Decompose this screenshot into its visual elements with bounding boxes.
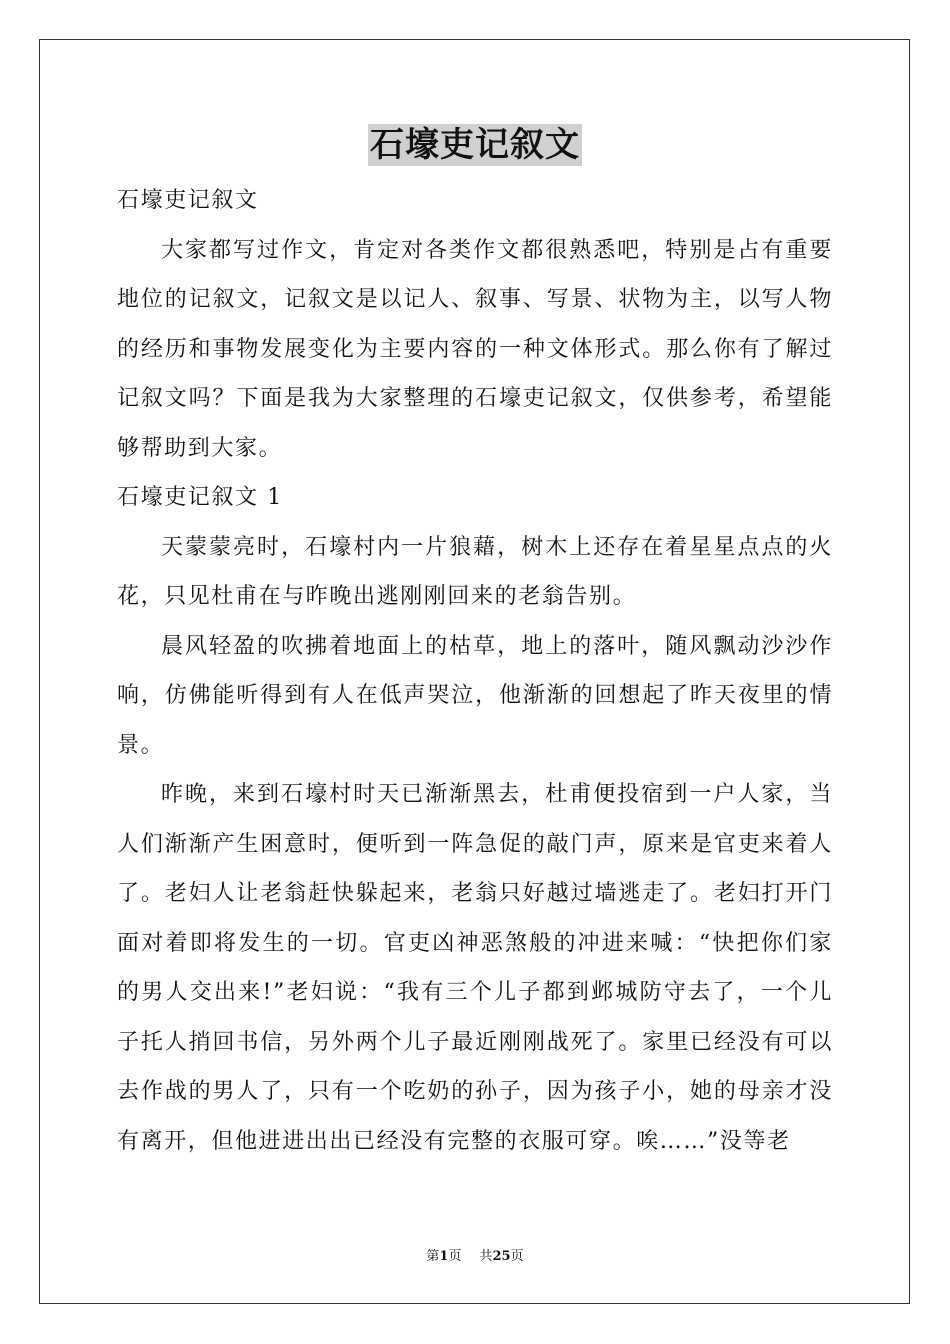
total-unit: 页 [510,1249,524,1264]
section-heading: 石壕吏记叙文 1 [117,485,283,510]
page-unit: 页 [448,1249,462,1264]
page-footer [0,1248,950,1266]
section-heading: 石壕吏记叙文 [117,188,259,213]
body-paragraph: 晨风轻盈的吹拂着地面上的枯草，地上的落叶，随风飘动沙沙作响，仿佛能听得到有人在低声哭泣，他渐渐的回想起了昨天夜里的情景。 [117,633,833,758]
body-paragraph: 天蒙蒙亮时，石壕村内一片狼藉，树木上还存在着星星点点的火花，只见杜甫在与昨晚出逃刚刚回来的老翁告别。 [117,534,833,609]
body-paragraph: 昨晚，来到石壕村时天已渐渐黑去，杜甫便投宿到一户人家，当人们渐渐产生困意时，便听到一阵急促的敲门声，原来是官吏来着人了。老妇人让老翁赶快躲起来，老翁只好越过墙逃走了。老妇打开门面对着即将发生的一切。官吏凶神恶煞般的冲进来喊：“快把你们家的男人交出来!”老妇说：“我有三个儿子都到邺城防守去了，一个儿子托人捎回书信，另外两个儿子最近刚刚战死了。家里已经没有可以去作战的男人了，只有一个吃奶的孙子，因为孩子小，她的母亲才没有离开，但他进进出出已经没有完整的衣服可穿。唉……”没等老 [117,782,833,1154]
document-body [117,176,833,1166]
total-prefix: 共 [479,1249,493,1264]
page-prefix: 第 [426,1249,440,1264]
body-paragraph: 大家都写过作文，肯定对各类作文都很熟悉吧，特别是占有重要地位的记叙文，记叙文是以记人、叙事、写景、状物为主，以写人物的经历和事物发展变化为主要内容的一种文体形式。那么你有了解过记叙文吗？下面是我为大家整理的石壕吏记叙文，仅供参考，希望能够帮助到大家。 [117,237,833,461]
page-current: 1 [439,1249,449,1264]
document-title: 石壕吏记叙文 [370,125,580,165]
title-container [0,124,950,166]
page-total: 25 [492,1249,511,1264]
